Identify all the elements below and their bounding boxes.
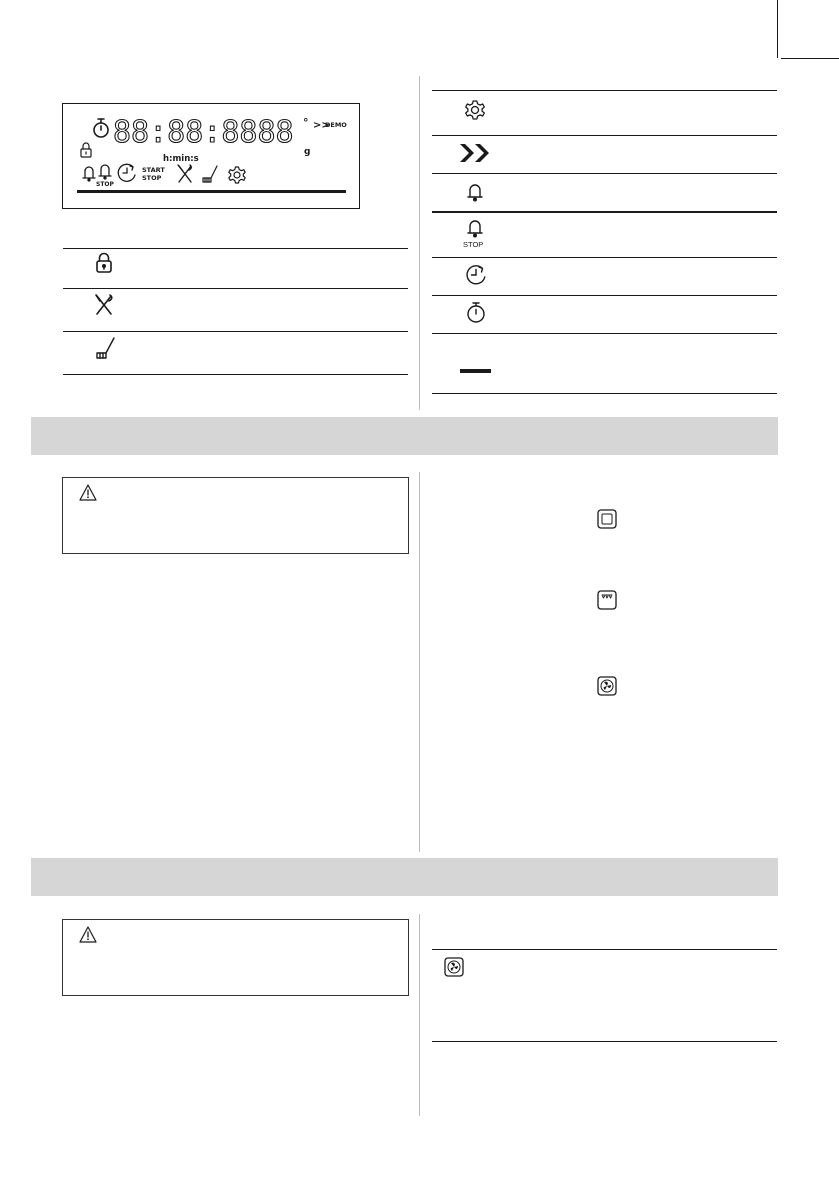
column-divider-bottom (419, 914, 420, 1116)
left-table-icons (0, 0, 420, 400)
cleaning-brush-icon (97, 338, 114, 358)
oven-fan-icon (444, 957, 466, 979)
progress-bar-icon (460, 369, 491, 373)
bottom-table-rule-top (432, 949, 777, 950)
bell-stop-icon (468, 221, 482, 237)
stopwatch-icon (468, 303, 484, 322)
section-band-2 (31, 858, 778, 896)
crop-mark-top-right (777, 0, 778, 58)
bottom-table-rule-bottom (432, 1041, 777, 1042)
bell-stop-label: STOP (463, 240, 484, 249)
double-chevron-icon (460, 144, 489, 162)
column-divider-middle (419, 472, 420, 852)
right-table-icons (420, 80, 540, 400)
gear-icon (466, 101, 485, 119)
fork-knife-icon (96, 295, 112, 314)
time-unit-label: h:min:s (163, 154, 199, 164)
lock-icon (97, 254, 111, 273)
stop-label: STOP (142, 174, 162, 182)
warning-triangle-icon (79, 484, 97, 502)
degree-sign: ° (303, 116, 309, 129)
chevrons-small: >> (313, 120, 330, 131)
demo-label: DEMO (325, 121, 347, 129)
clock-arrow-icon (467, 266, 485, 284)
crop-mark-right-top (781, 58, 839, 59)
bell-icon (468, 185, 482, 201)
oven-grill-icon (597, 590, 619, 612)
oven-fan-icon (597, 676, 619, 698)
oven-function-icon (597, 509, 619, 531)
bell-stop-label: STOP (96, 181, 114, 188)
digit-display: 88:88:8888 (113, 115, 294, 150)
warning-box-2 (62, 919, 409, 996)
warning-box-1 (62, 477, 409, 554)
start-label: START (142, 166, 165, 174)
unit-letter: g (304, 147, 311, 157)
section-band-1 (31, 417, 778, 455)
warning-triangle-icon (79, 926, 97, 944)
